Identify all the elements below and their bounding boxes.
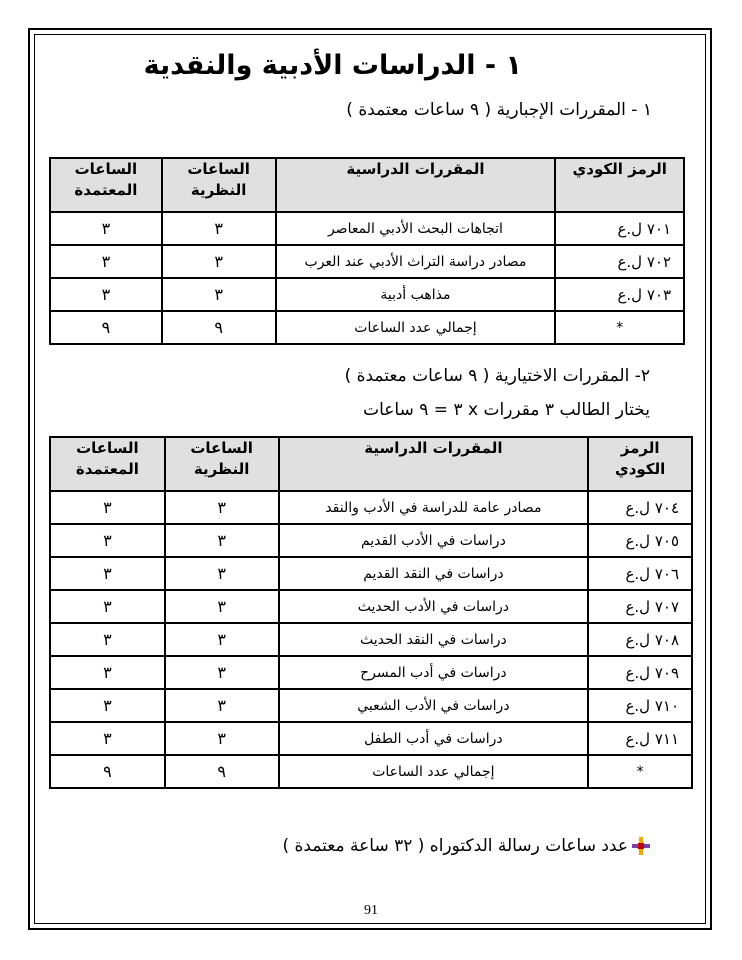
course-code: ٧٠١ ل.ع [555, 212, 684, 245]
table-row [50, 278, 684, 311]
course-code: * [555, 311, 684, 344]
course-name: مصادر عامة للدراسة في الأدب والنقد [279, 491, 589, 524]
header-code: الرمز الكودي [555, 158, 684, 212]
header-theory-hours: الساعات النظرية [162, 158, 276, 212]
course-code: ٧١٠ ل.ع [588, 689, 692, 722]
table-row [50, 212, 684, 245]
theory-hours: ٣ [165, 557, 279, 590]
course-name: دراسات في النقد الحديث [279, 623, 589, 656]
credit-hours: ٩ [50, 755, 165, 788]
header-courses: المقررات الدراسية [276, 158, 556, 212]
course-name: دراسات في الأدب الحديث [279, 590, 589, 623]
credit-hours: ٣ [50, 722, 165, 755]
theory-hours: ٣ [165, 623, 279, 656]
theory-hours: ٩ [165, 755, 279, 788]
table-total-row [50, 311, 684, 344]
theory-hours: ٣ [165, 491, 279, 524]
course-code: ٧٠٧ ل.ع [588, 590, 692, 623]
course-code: ٧٠٤ ل.ع [588, 491, 692, 524]
course-name: دراسات في أدب المسرح [279, 656, 589, 689]
table-row [50, 590, 692, 623]
table-row [50, 722, 692, 755]
theory-hours: ٣ [165, 590, 279, 623]
credit-hours: ٣ [50, 590, 165, 623]
table-row [50, 245, 684, 278]
course-name: دراسات في الأدب الشعبي [279, 689, 589, 722]
table-row [50, 623, 692, 656]
course-code: ٧٠٨ ل.ع [588, 623, 692, 656]
credit-hours: ٩ [50, 311, 162, 344]
theory-hours: ٣ [162, 245, 276, 278]
course-code: ٧١١ ل.ع [588, 722, 692, 755]
theory-hours: ٣ [165, 689, 279, 722]
dissertation-hours-note [282, 836, 650, 856]
header-credit-hours: الساعات المعتمدة [50, 158, 162, 212]
course-name: إجمالي عدد الساعات [279, 755, 589, 788]
table-row [50, 491, 692, 524]
theory-hours: ٩ [162, 311, 276, 344]
mandatory-courses-table [49, 157, 685, 345]
credit-hours: ٣ [50, 689, 165, 722]
theory-hours: ٣ [165, 524, 279, 557]
course-code: * [588, 755, 692, 788]
dissertation-hours-text: عدد ساعات رسالة الدكتوراه ( ٣٢ ساعة معتمدة ) [282, 836, 628, 856]
credit-hours: ٣ [50, 212, 162, 245]
course-name: دراسات في النقد القديم [279, 557, 589, 590]
table-header-row [50, 158, 684, 212]
course-code: ٧٠٣ ل.ع [555, 278, 684, 311]
table-header-row [50, 437, 692, 491]
course-code: ٧٠٢ ل.ع [555, 245, 684, 278]
course-name: مذاهب أدبية [276, 278, 556, 311]
course-code: ٧٠٩ ل.ع [588, 656, 692, 689]
table-total-row [50, 755, 692, 788]
header-code: الرمز الكودي [588, 437, 692, 491]
bullet-icon [632, 837, 650, 855]
header-theory-hours: الساعات النظرية [165, 437, 279, 491]
course-name: دراسات في أدب الطفل [279, 722, 589, 755]
course-code: ٧٠٦ ل.ع [588, 557, 692, 590]
credit-hours: ٣ [50, 656, 165, 689]
course-name: دراسات في الأدب القديم [279, 524, 589, 557]
credit-hours: ٣ [50, 491, 165, 524]
section2-note: يختار الطالب ٣ مقررات x ٣ = ٩ ساعات [363, 400, 650, 420]
course-code: ٧٠٥ ل.ع [588, 524, 692, 557]
course-name: مصادر دراسة التراث الأدبي عند العرب [276, 245, 556, 278]
table-row [50, 557, 692, 590]
table-row [50, 689, 692, 722]
credit-hours: ٣ [50, 245, 162, 278]
table-row [50, 524, 692, 557]
course-name: إجمالي عدد الساعات [276, 311, 556, 344]
header-courses: المقررات الدراسية [279, 437, 589, 491]
credit-hours: ٣ [50, 524, 165, 557]
page-number: 91 [364, 903, 378, 918]
header-credit-hours: الساعات المعتمدة [50, 437, 165, 491]
page-title: ١ - الدراسات الأدبية والنقدية [143, 50, 522, 81]
credit-hours: ٣ [50, 557, 165, 590]
section1-heading: ١ - المقررات الإجبارية ( ٩ ساعات معتمدة ) [346, 100, 652, 120]
theory-hours: ٣ [162, 212, 276, 245]
section2-heading: ٢- المقررات الاختيارية ( ٩ ساعات معتمدة ) [344, 366, 650, 386]
elective-courses-table [49, 436, 693, 789]
course-name: اتجاهات البحث الأدبي المعاصر [276, 212, 556, 245]
table-row [50, 656, 692, 689]
credit-hours: ٣ [50, 623, 165, 656]
theory-hours: ٣ [162, 278, 276, 311]
theory-hours: ٣ [165, 656, 279, 689]
credit-hours: ٣ [50, 278, 162, 311]
theory-hours: ٣ [165, 722, 279, 755]
